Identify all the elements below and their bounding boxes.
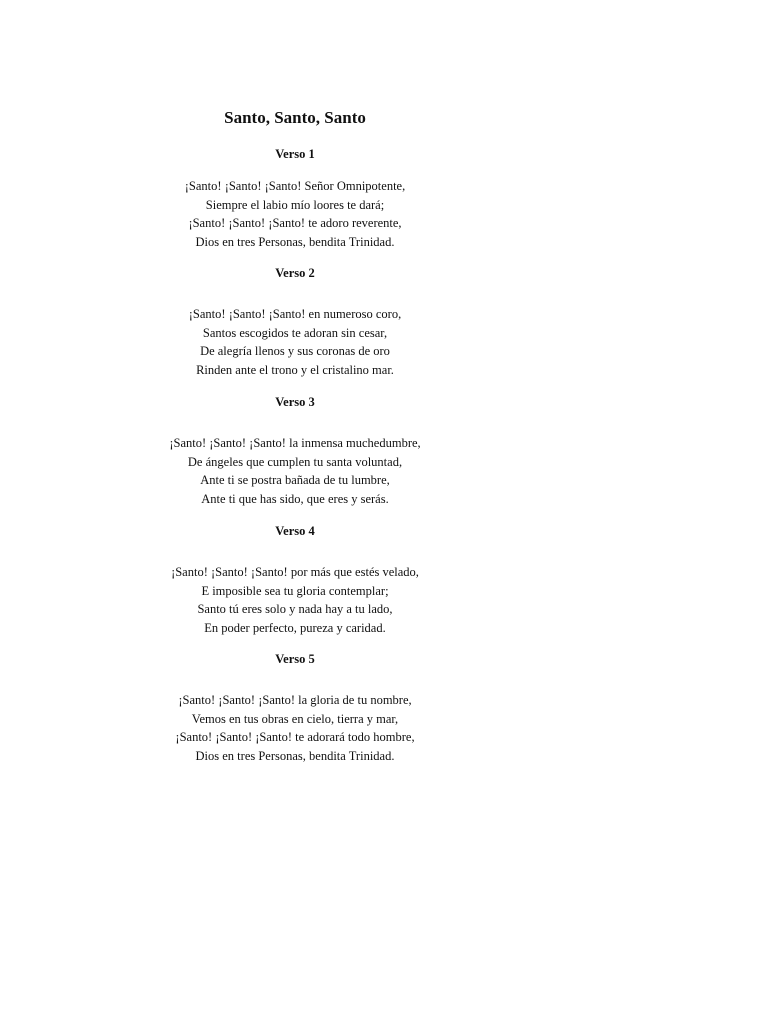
page-title: Santo, Santo, Santo xyxy=(224,108,366,127)
verse-5-text xyxy=(0,691,590,765)
verse-4-text xyxy=(0,563,590,637)
verse-line: ¡Santo! ¡Santo! ¡Santo! Señor Omnipotente, xyxy=(184,179,406,193)
verse-line: En poder perfecto, pureza y caridad. xyxy=(204,620,386,635)
verse-line: Dios en tres Personas, bendita Trinidad. xyxy=(195,748,395,763)
verse-line: Santo tú eres solo y nada hay a tu lado, xyxy=(197,602,393,616)
verse-3-text xyxy=(0,434,590,508)
verse-1-heading: Verso 1 xyxy=(275,147,315,161)
verse-line: E imposible sea tu gloria contemplar; xyxy=(201,583,389,598)
verse-line: ¡Santo! ¡Santo! ¡Santo! por más que estés velado, xyxy=(171,565,419,579)
verse-4-heading: Verso 4 xyxy=(275,524,315,538)
verse-line: Vemos en tus obras en cielo, tierra y mar, xyxy=(191,711,399,726)
verse-line: De alegría llenos y sus coronas de oro xyxy=(200,344,390,358)
verse-line: ¡Santo! ¡Santo! ¡Santo! la inmensa muchedumbre, xyxy=(169,436,421,450)
verse-line: Ante ti que has sido, que eres y serás. xyxy=(201,491,389,506)
verse-line: Dios en tres Personas, bendita Trinidad. xyxy=(195,234,395,249)
verse-line: Santos escogidos te adoran sin cesar, xyxy=(202,325,388,340)
verse-line: Ante ti se postra bañada de tu lumbre, xyxy=(200,473,390,487)
verse-2-heading: Verso 2 xyxy=(275,266,315,280)
verse-2-text xyxy=(0,305,590,379)
verse-line: Rinden ante el trono y el cristalino mar. xyxy=(196,362,394,377)
verse-3-heading: Verso 3 xyxy=(275,395,315,409)
verse-line: Siempre el labio mío loores te dará; xyxy=(205,197,385,212)
verse-1-text xyxy=(0,177,590,251)
verse-5-heading: Verso 5 xyxy=(275,652,315,666)
verse-line: De ángeles que cumplen tu santa voluntad, xyxy=(187,454,403,469)
verse-line: ¡Santo! ¡Santo! ¡Santo! te adorará todo hombre, xyxy=(175,730,415,744)
verse-line: ¡Santo! ¡Santo! ¡Santo! en numeroso coro, xyxy=(188,307,402,321)
verse-line: ¡Santo! ¡Santo! ¡Santo! te adoro reverente, xyxy=(188,216,402,230)
verse-line: ¡Santo! ¡Santo! ¡Santo! la gloria de tu nombre, xyxy=(178,693,412,707)
